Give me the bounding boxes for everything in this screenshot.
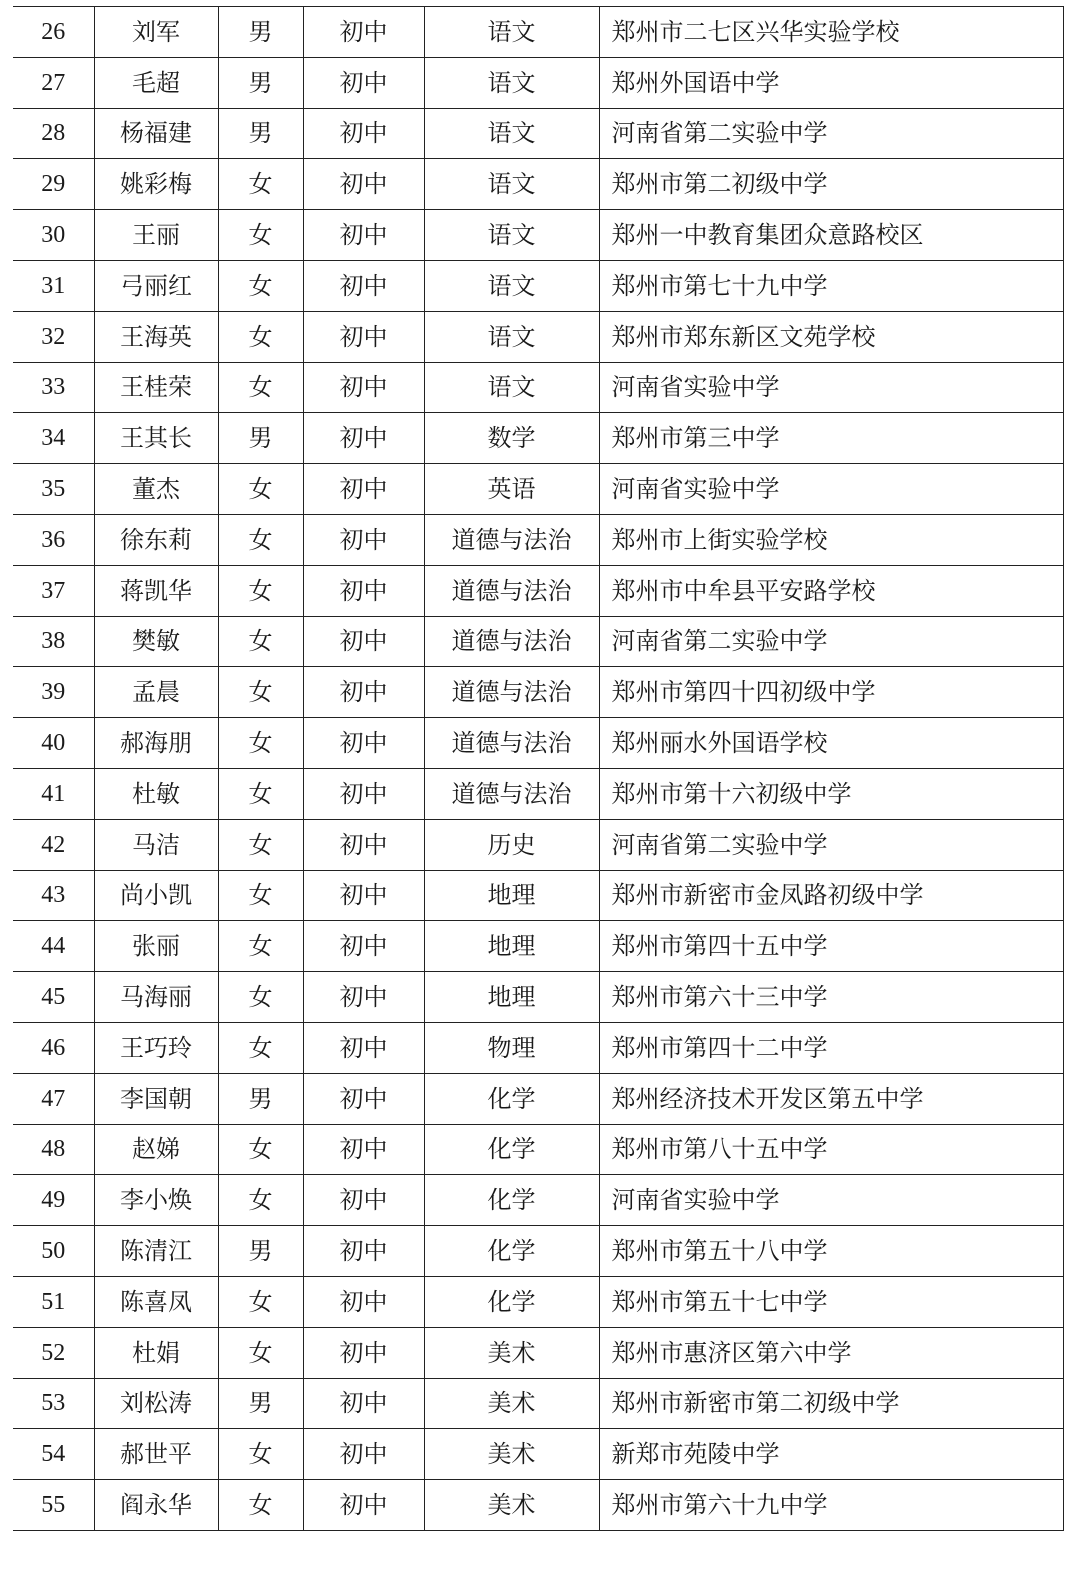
school-name-cell: 郑州市第五十八中学	[599, 1226, 1063, 1277]
table-row	[13, 7, 1063, 58]
table-row	[13, 870, 1063, 921]
school-name-cell: 河南省第二实验中学	[599, 108, 1063, 159]
school-level-cell: 初中	[303, 57, 424, 108]
row-number-cell: 26	[13, 7, 94, 58]
teacher-name-cell: 孟晨	[94, 667, 218, 718]
school-name-cell: 河南省实验中学	[599, 362, 1063, 413]
subject-cell: 道德与法治	[424, 514, 599, 565]
gender-cell: 女	[218, 921, 303, 972]
school-name-cell: 郑州市惠济区第六中学	[599, 1327, 1063, 1378]
gender-cell: 女	[218, 159, 303, 210]
school-level-cell: 初中	[303, 514, 424, 565]
school-level-cell: 初中	[303, 667, 424, 718]
school-name-cell: 郑州市第六十三中学	[599, 972, 1063, 1023]
school-level-cell: 初中	[303, 819, 424, 870]
school-level-cell: 初中	[303, 464, 424, 515]
row-number-cell: 39	[13, 667, 94, 718]
gender-cell: 女	[218, 870, 303, 921]
teacher-name-cell: 弓丽红	[94, 260, 218, 311]
teacher-name-cell: 刘松涛	[94, 1378, 218, 1429]
table-row	[13, 210, 1063, 261]
school-name-cell: 郑州市二七区兴华实验学校	[599, 7, 1063, 58]
teacher-name-cell: 徐东莉	[94, 514, 218, 565]
teacher-name-cell: 姚彩梅	[94, 159, 218, 210]
gender-cell: 男	[218, 1378, 303, 1429]
subject-cell: 道德与法治	[424, 768, 599, 819]
school-name-cell: 郑州市新密市金凤路初级中学	[599, 870, 1063, 921]
gender-cell: 女	[218, 1175, 303, 1226]
subject-cell: 道德与法治	[424, 718, 599, 769]
table-row	[13, 1327, 1063, 1378]
teacher-name-cell: 李国朝	[94, 1073, 218, 1124]
school-level-cell: 初中	[303, 718, 424, 769]
row-number-cell: 27	[13, 57, 94, 108]
table-row	[13, 159, 1063, 210]
school-level-cell: 初中	[303, 870, 424, 921]
school-name-cell: 郑州市中牟县平安路学校	[599, 565, 1063, 616]
teacher-name-cell: 陈清江	[94, 1226, 218, 1277]
gender-cell: 女	[218, 616, 303, 667]
table-row	[13, 464, 1063, 515]
table-row	[13, 921, 1063, 972]
teacher-name-cell: 王其长	[94, 413, 218, 464]
table-row	[13, 718, 1063, 769]
gender-cell: 女	[218, 1327, 303, 1378]
row-number-cell: 42	[13, 819, 94, 870]
school-level-cell: 初中	[303, 413, 424, 464]
school-level-cell: 初中	[303, 1480, 424, 1531]
teacher-name-cell: 张丽	[94, 921, 218, 972]
gender-cell: 女	[218, 718, 303, 769]
table-row	[13, 667, 1063, 718]
teacher-name-cell: 马洁	[94, 819, 218, 870]
subject-cell: 化学	[424, 1276, 599, 1327]
subject-cell: 地理	[424, 870, 599, 921]
table-row	[13, 1073, 1063, 1124]
subject-cell: 语文	[424, 210, 599, 261]
subject-cell: 美术	[424, 1429, 599, 1480]
teacher-list-table	[13, 6, 1064, 1531]
teacher-name-cell: 王丽	[94, 210, 218, 261]
school-name-cell: 郑州市第六十九中学	[599, 1480, 1063, 1531]
table-row	[13, 972, 1063, 1023]
subject-cell: 道德与法治	[424, 616, 599, 667]
table-row	[13, 819, 1063, 870]
subject-cell: 美术	[424, 1327, 599, 1378]
subject-cell: 数学	[424, 413, 599, 464]
subject-cell: 历史	[424, 819, 599, 870]
subject-cell: 语文	[424, 159, 599, 210]
table-row	[13, 1175, 1063, 1226]
gender-cell: 女	[218, 1276, 303, 1327]
school-level-cell: 初中	[303, 1175, 424, 1226]
school-level-cell: 初中	[303, 108, 424, 159]
subject-cell: 化学	[424, 1073, 599, 1124]
gender-cell: 女	[218, 362, 303, 413]
teacher-name-cell: 杨福建	[94, 108, 218, 159]
row-number-cell: 38	[13, 616, 94, 667]
gender-cell: 男	[218, 7, 303, 58]
subject-cell: 地理	[424, 921, 599, 972]
gender-cell: 女	[218, 565, 303, 616]
row-number-cell: 48	[13, 1124, 94, 1175]
school-name-cell: 郑州市第十六初级中学	[599, 768, 1063, 819]
row-number-cell: 47	[13, 1073, 94, 1124]
teacher-name-cell: 郝海朋	[94, 718, 218, 769]
gender-cell: 女	[218, 1480, 303, 1531]
subject-cell: 语文	[424, 57, 599, 108]
school-name-cell: 郑州市第七十九中学	[599, 260, 1063, 311]
gender-cell: 女	[218, 972, 303, 1023]
subject-cell: 语文	[424, 7, 599, 58]
row-number-cell: 40	[13, 718, 94, 769]
school-level-cell: 初中	[303, 1073, 424, 1124]
table-row	[13, 1226, 1063, 1277]
gender-cell: 女	[218, 667, 303, 718]
teacher-name-cell: 赵娣	[94, 1124, 218, 1175]
row-number-cell: 30	[13, 210, 94, 261]
gender-cell: 男	[218, 108, 303, 159]
school-level-cell: 初中	[303, 362, 424, 413]
school-level-cell: 初中	[303, 311, 424, 362]
school-name-cell: 新郑市苑陵中学	[599, 1429, 1063, 1480]
school-level-cell: 初中	[303, 565, 424, 616]
school-name-cell: 郑州市第四十二中学	[599, 1022, 1063, 1073]
subject-cell: 美术	[424, 1480, 599, 1531]
subject-cell: 英语	[424, 464, 599, 515]
row-number-cell: 45	[13, 972, 94, 1023]
gender-cell: 女	[218, 768, 303, 819]
gender-cell: 女	[218, 1022, 303, 1073]
school-level-cell: 初中	[303, 921, 424, 972]
row-number-cell: 37	[13, 565, 94, 616]
teacher-name-cell: 尚小凯	[94, 870, 218, 921]
row-number-cell: 31	[13, 260, 94, 311]
subject-cell: 道德与法治	[424, 667, 599, 718]
gender-cell: 女	[218, 819, 303, 870]
table-row	[13, 1429, 1063, 1480]
table-row	[13, 1022, 1063, 1073]
subject-cell: 语文	[424, 260, 599, 311]
row-number-cell: 41	[13, 768, 94, 819]
school-name-cell: 郑州一中教育集团众意路校区	[599, 210, 1063, 261]
table-row	[13, 565, 1063, 616]
table-row	[13, 57, 1063, 108]
school-name-cell: 河南省第二实验中学	[599, 616, 1063, 667]
school-name-cell: 河南省实验中学	[599, 464, 1063, 515]
row-number-cell: 28	[13, 108, 94, 159]
school-level-cell: 初中	[303, 210, 424, 261]
gender-cell: 女	[218, 1124, 303, 1175]
teacher-name-cell: 杜娟	[94, 1327, 218, 1378]
row-number-cell: 44	[13, 921, 94, 972]
school-name-cell: 郑州市第四十五中学	[599, 921, 1063, 972]
teacher-name-cell: 李小焕	[94, 1175, 218, 1226]
gender-cell: 女	[218, 514, 303, 565]
row-number-cell: 43	[13, 870, 94, 921]
table-row	[13, 1378, 1063, 1429]
gender-cell: 男	[218, 1226, 303, 1277]
school-level-cell: 初中	[303, 7, 424, 58]
teacher-name-cell: 阎永华	[94, 1480, 218, 1531]
gender-cell: 女	[218, 260, 303, 311]
table-row	[13, 413, 1063, 464]
school-level-cell: 初中	[303, 616, 424, 667]
row-number-cell: 49	[13, 1175, 94, 1226]
school-name-cell: 郑州外国语中学	[599, 57, 1063, 108]
school-level-cell: 初中	[303, 1276, 424, 1327]
row-number-cell: 55	[13, 1480, 94, 1531]
teacher-name-cell: 马海丽	[94, 972, 218, 1023]
row-number-cell: 32	[13, 311, 94, 362]
subject-cell: 化学	[424, 1175, 599, 1226]
school-name-cell: 郑州丽水外国语学校	[599, 718, 1063, 769]
row-number-cell: 34	[13, 413, 94, 464]
school-name-cell: 郑州经济技术开发区第五中学	[599, 1073, 1063, 1124]
teacher-name-cell: 毛超	[94, 57, 218, 108]
school-name-cell: 郑州市新密市第二初级中学	[599, 1378, 1063, 1429]
school-level-cell: 初中	[303, 159, 424, 210]
teacher-name-cell: 刘军	[94, 7, 218, 58]
row-number-cell: 36	[13, 514, 94, 565]
school-name-cell: 郑州市第二初级中学	[599, 159, 1063, 210]
school-name-cell: 郑州市第五十七中学	[599, 1276, 1063, 1327]
table-row	[13, 1480, 1063, 1531]
teacher-name-cell: 王海英	[94, 311, 218, 362]
teacher-name-cell: 郝世平	[94, 1429, 218, 1480]
school-level-cell: 初中	[303, 1022, 424, 1073]
school-level-cell: 初中	[303, 260, 424, 311]
school-name-cell: 河南省第二实验中学	[599, 819, 1063, 870]
subject-cell: 道德与法治	[424, 565, 599, 616]
table-row	[13, 108, 1063, 159]
table-row	[13, 616, 1063, 667]
row-number-cell: 50	[13, 1226, 94, 1277]
gender-cell: 男	[218, 1073, 303, 1124]
table-body	[13, 7, 1063, 1531]
teacher-name-cell: 杜敏	[94, 768, 218, 819]
subject-cell: 语文	[424, 311, 599, 362]
school-name-cell: 郑州市第四十四初级中学	[599, 667, 1063, 718]
subject-cell: 化学	[424, 1226, 599, 1277]
school-level-cell: 初中	[303, 1378, 424, 1429]
table-row	[13, 311, 1063, 362]
row-number-cell: 35	[13, 464, 94, 515]
school-name-cell: 郑州市郑东新区文苑学校	[599, 311, 1063, 362]
gender-cell: 女	[218, 464, 303, 515]
table-row	[13, 1124, 1063, 1175]
school-level-cell: 初中	[303, 768, 424, 819]
teacher-name-cell: 王巧玲	[94, 1022, 218, 1073]
gender-cell: 男	[218, 57, 303, 108]
subject-cell: 语文	[424, 108, 599, 159]
subject-cell: 语文	[424, 362, 599, 413]
row-number-cell: 54	[13, 1429, 94, 1480]
row-number-cell: 53	[13, 1378, 94, 1429]
teacher-name-cell: 陈喜凤	[94, 1276, 218, 1327]
table-row	[13, 514, 1063, 565]
school-level-cell: 初中	[303, 1124, 424, 1175]
teacher-list-table-container	[13, 6, 1063, 1531]
school-level-cell: 初中	[303, 972, 424, 1023]
school-name-cell: 河南省实验中学	[599, 1175, 1063, 1226]
gender-cell: 女	[218, 210, 303, 261]
table-row	[13, 260, 1063, 311]
teacher-name-cell: 董杰	[94, 464, 218, 515]
school-name-cell: 郑州市第三中学	[599, 413, 1063, 464]
subject-cell: 物理	[424, 1022, 599, 1073]
teacher-name-cell: 蒋凯华	[94, 565, 218, 616]
gender-cell: 女	[218, 1429, 303, 1480]
row-number-cell: 29	[13, 159, 94, 210]
subject-cell: 化学	[424, 1124, 599, 1175]
subject-cell: 地理	[424, 972, 599, 1023]
gender-cell: 男	[218, 413, 303, 464]
teacher-name-cell: 王桂荣	[94, 362, 218, 413]
teacher-name-cell: 樊敏	[94, 616, 218, 667]
table-row	[13, 362, 1063, 413]
school-level-cell: 初中	[303, 1226, 424, 1277]
gender-cell: 女	[218, 311, 303, 362]
school-name-cell: 郑州市上街实验学校	[599, 514, 1063, 565]
row-number-cell: 33	[13, 362, 94, 413]
school-level-cell: 初中	[303, 1327, 424, 1378]
table-row	[13, 1276, 1063, 1327]
subject-cell: 美术	[424, 1378, 599, 1429]
table-row	[13, 768, 1063, 819]
row-number-cell: 46	[13, 1022, 94, 1073]
school-level-cell: 初中	[303, 1429, 424, 1480]
row-number-cell: 52	[13, 1327, 94, 1378]
school-name-cell: 郑州市第八十五中学	[599, 1124, 1063, 1175]
row-number-cell: 51	[13, 1276, 94, 1327]
